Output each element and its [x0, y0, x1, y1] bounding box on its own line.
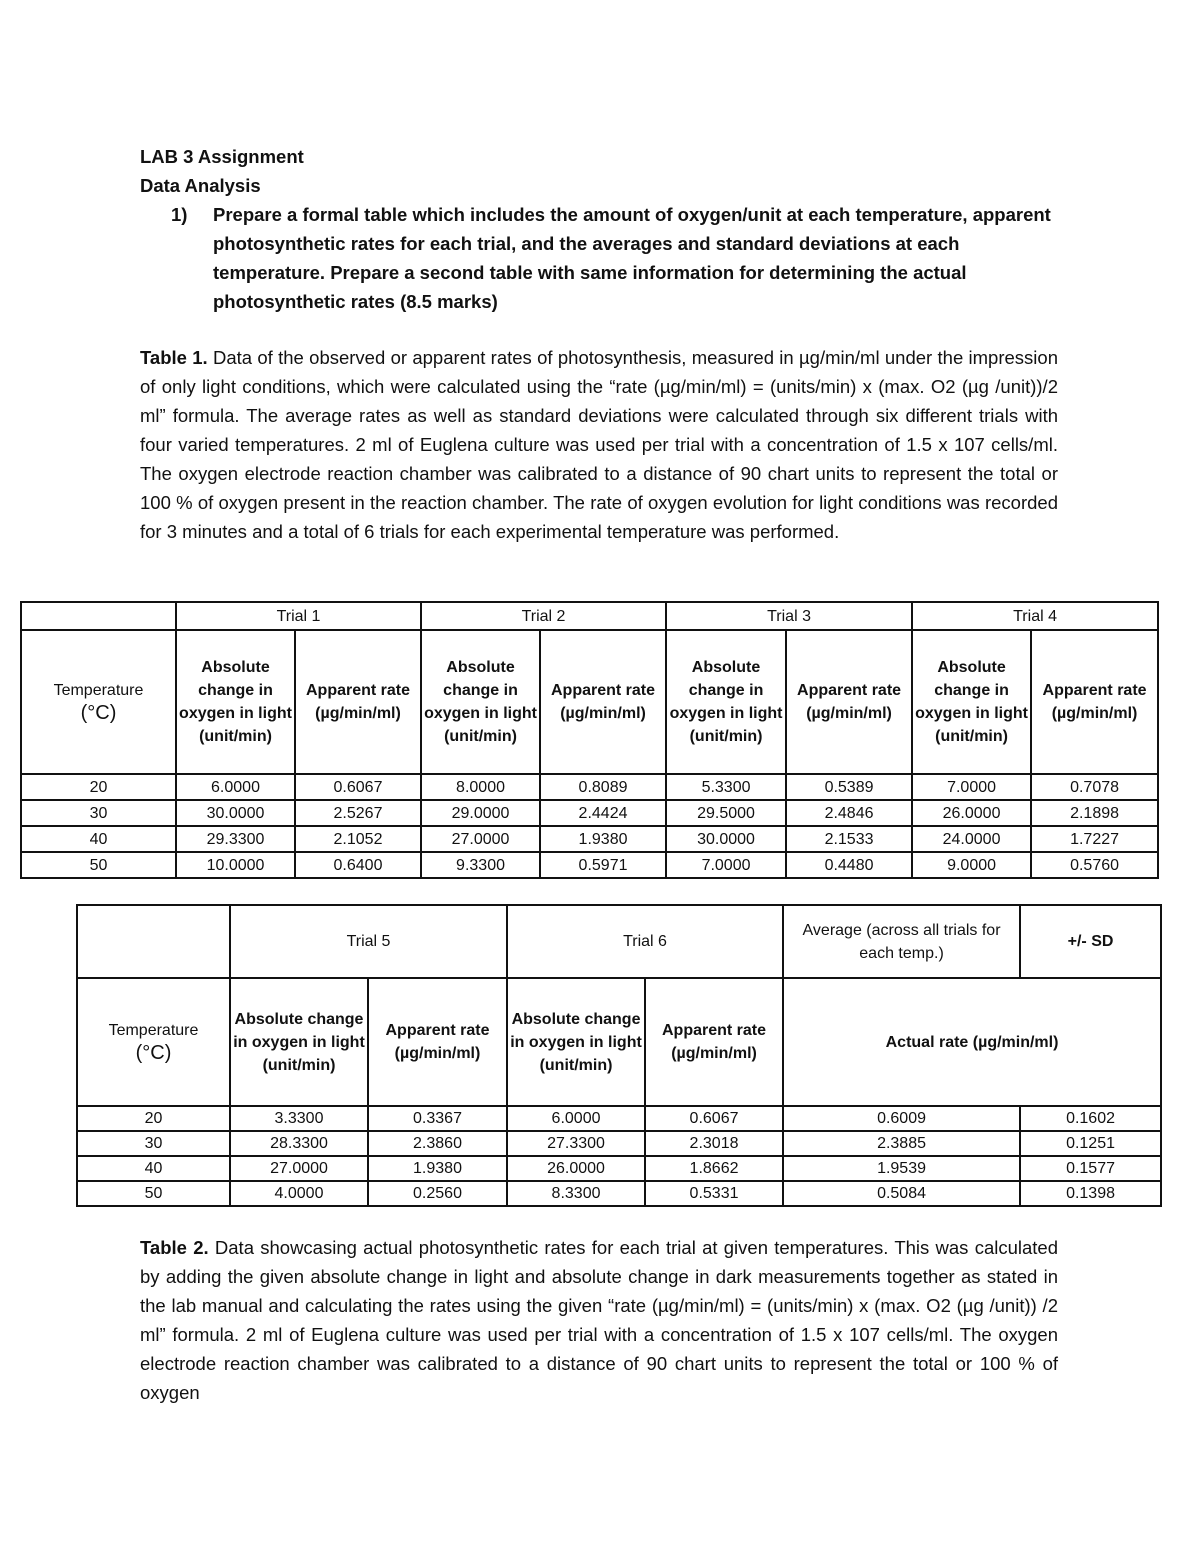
temperature-cell: 20 [21, 774, 176, 800]
value-cell: 28.3300 [230, 1131, 368, 1156]
apparent-rate-header: Apparent rate (µg/min/ml) [368, 978, 507, 1106]
value-cell: 29.0000 [421, 800, 540, 826]
temperature-cell: 40 [21, 826, 176, 852]
value-cell: 30.0000 [666, 826, 786, 852]
empty-cell [21, 602, 176, 630]
table-row [77, 1106, 1161, 1131]
temperature-header: Temperature (°C) [77, 978, 230, 1106]
value-cell: 0.3367 [368, 1106, 507, 1131]
value-cell: 0.5971 [540, 852, 666, 878]
value-cell: 2.5267 [295, 800, 421, 826]
trial-header: Trial 4 [912, 602, 1158, 630]
temperature-cell: 30 [21, 800, 176, 826]
trial-header: Trial 1 [176, 602, 421, 630]
value-cell: 26.0000 [507, 1156, 645, 1181]
temperature-cell: 30 [77, 1131, 230, 1156]
absolute-change-header: Absolute change in oxygen in light (unit/min) [421, 630, 540, 774]
absolute-change-header: Absolute change in oxygen in light (unit/min) [912, 630, 1031, 774]
value-cell: 2.3018 [645, 1131, 783, 1156]
value-cell: 0.6067 [295, 774, 421, 800]
value-cell: 9.0000 [912, 852, 1031, 878]
value-cell: 27.0000 [230, 1156, 368, 1181]
value-cell: 8.3300 [507, 1181, 645, 1206]
value-cell: 6.0000 [507, 1106, 645, 1131]
task-text: Prepare a formal table which includes the amount of oxygen/unit at each temperature, apparent photosynthetic rates for each trial, and the averages and standard deviations at each temperature. Prepare a second table with same information for determining the actual photosynthetic rates (8.5 marks) [213, 204, 1051, 312]
value-cell: 2.3885 [783, 1131, 1020, 1156]
temperature-cell: 40 [77, 1156, 230, 1181]
trial-header: Trial 3 [666, 602, 912, 630]
value-cell: 0.5389 [786, 774, 912, 800]
table-row [21, 826, 1158, 852]
trial-header: Trial 2 [421, 602, 666, 630]
sd-header: +/- SD [1020, 905, 1161, 978]
value-cell: 10.0000 [176, 852, 295, 878]
temperature-cell: 20 [77, 1106, 230, 1131]
value-cell: 9.3300 [421, 852, 540, 878]
caption-text: Data showcasing actual photosynthetic rates for each trial at given temperatures. This was calculated by adding the given absolute change in light and absolute change in dark measurements together as stated in the lab manual and calculating the rates using the given “rate (µg/min/ml) = (units/min) x (max. O2 (µg /unit)) /2 ml” formula. 2 ml of Euglena culture was used per trial with a concentration of 1.5 x 107 cells/ml. The oxygen electrode reaction chamber was calibrated to a distance of 90 chart units to represent the total or 100 % of oxygen [140, 1237, 1058, 1403]
assignment-title: LAB 3 Assignment [140, 146, 304, 167]
trial-header: Trial 6 [507, 905, 783, 978]
value-cell: 0.5760 [1031, 852, 1158, 878]
average-header: Average (across all trials for each temp.) [783, 905, 1020, 978]
table-1 [20, 601, 1159, 879]
value-cell: 2.1898 [1031, 800, 1158, 826]
caption-label: Table 2. [140, 1237, 209, 1258]
table-row [21, 800, 1158, 826]
value-cell: 29.5000 [666, 800, 786, 826]
value-cell: 0.6400 [295, 852, 421, 878]
table-row [77, 1131, 1161, 1156]
value-cell: 24.0000 [912, 826, 1031, 852]
absolute-change-header: Absolute change in oxygen in light (unit/min) [507, 978, 645, 1106]
apparent-rate-header: Apparent rate (µg/min/ml) [1031, 630, 1158, 774]
actual-rate-header: Actual rate (µg/min/ml) [783, 978, 1161, 1106]
value-cell: 0.6009 [783, 1106, 1020, 1131]
trial-header: Trial 5 [230, 905, 507, 978]
value-cell: 2.1533 [786, 826, 912, 852]
value-cell: 29.3300 [176, 826, 295, 852]
caption-label: Table 1. [140, 347, 208, 368]
table-row [21, 774, 1158, 800]
value-cell: 27.3300 [507, 1131, 645, 1156]
value-cell: 1.9380 [368, 1156, 507, 1181]
value-cell: 5.3300 [666, 774, 786, 800]
value-cell: 3.3300 [230, 1106, 368, 1131]
table2-caption [140, 1233, 1058, 1407]
value-cell: 0.6067 [645, 1106, 783, 1131]
value-cell: 2.1052 [295, 826, 421, 852]
absolute-change-header: Absolute change in oxygen in light (unit/min) [176, 630, 295, 774]
value-cell: 1.7227 [1031, 826, 1158, 852]
value-cell: 7.0000 [912, 774, 1031, 800]
table-row [77, 1181, 1161, 1206]
value-cell: 0.2560 [368, 1181, 507, 1206]
value-cell: 0.1398 [1020, 1181, 1161, 1206]
value-cell: 0.7078 [1031, 774, 1158, 800]
absolute-change-header: Absolute change in oxygen in light (unit/min) [666, 630, 786, 774]
absolute-change-header: Absolute change in oxygen in light (unit/min) [230, 978, 368, 1106]
section-heading: Data Analysis [140, 175, 261, 196]
caption-text: Data of the observed or apparent rates of photosynthesis, measured in µg/min/ml under the impression of only light conditions, which were calculated using the “rate (µg/min/ml) = (units/min) x (max. O2 (µg /unit))/2 ml” formula. The average rates as well as standard deviations were calculated through six different trials with four varied temperatures. 2 ml of Euglena culture was used per trial with a concentration of 1.5 x 107 cells/ml. The oxygen electrode reaction chamber was calibrated to a distance of 90 chart units to represent the total or 100 % of oxygen present in the reaction chamber. The rate of oxygen evolution for light conditions was recorded for 3 minutes and a total of 6 trials for each experimental temperature was performed. [140, 347, 1058, 542]
apparent-rate-header: Apparent rate (µg/min/ml) [295, 630, 421, 774]
value-cell: 26.0000 [912, 800, 1031, 826]
table1-caption [140, 343, 1058, 546]
value-cell: 0.5331 [645, 1181, 783, 1206]
apparent-rate-header: Apparent rate (µg/min/ml) [786, 630, 912, 774]
value-cell: 2.4846 [786, 800, 912, 826]
value-cell: 1.8662 [645, 1156, 783, 1181]
task-item [171, 200, 1071, 316]
apparent-rate-header: Apparent rate (µg/min/ml) [645, 978, 783, 1106]
task-number: 1) [171, 204, 188, 225]
value-cell: 1.9380 [540, 826, 666, 852]
table-1-continued [76, 904, 1162, 1207]
value-cell: 30.0000 [176, 800, 295, 826]
empty-cell [77, 905, 230, 978]
table-row [21, 852, 1158, 878]
value-cell: 0.1602 [1020, 1106, 1161, 1131]
value-cell: 7.0000 [666, 852, 786, 878]
value-cell: 8.0000 [421, 774, 540, 800]
temperature-header: Temperature (°C) [21, 630, 176, 774]
value-cell: 0.1251 [1020, 1131, 1161, 1156]
temperature-cell: 50 [77, 1181, 230, 1206]
table-row [77, 1156, 1161, 1181]
apparent-rate-header: Apparent rate (µg/min/ml) [540, 630, 666, 774]
value-cell: 6.0000 [176, 774, 295, 800]
value-cell: 1.9539 [783, 1156, 1020, 1181]
value-cell: 0.4480 [786, 852, 912, 878]
value-cell: 2.4424 [540, 800, 666, 826]
value-cell: 27.0000 [421, 826, 540, 852]
value-cell: 4.0000 [230, 1181, 368, 1206]
temperature-cell: 50 [21, 852, 176, 878]
value-cell: 0.5084 [783, 1181, 1020, 1206]
value-cell: 0.8089 [540, 774, 666, 800]
value-cell: 0.1577 [1020, 1156, 1161, 1181]
value-cell: 2.3860 [368, 1131, 507, 1156]
